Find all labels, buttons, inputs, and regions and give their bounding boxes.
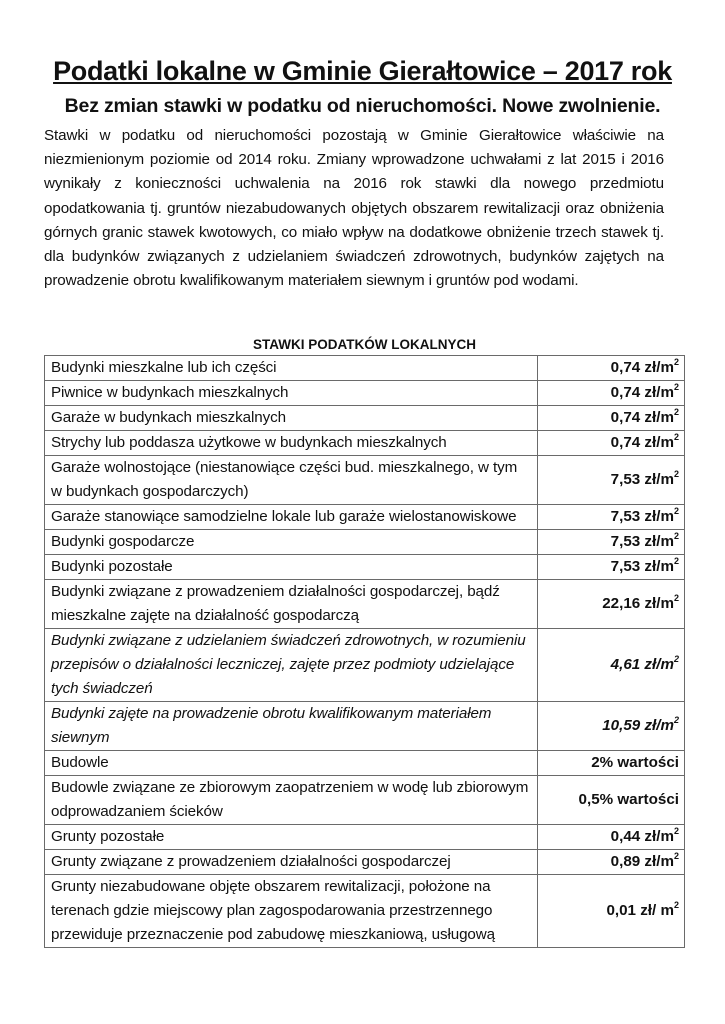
- table-title: STAWKI PODATKÓW LOKALNYCH: [253, 337, 476, 352]
- rate-description: Budynki zajęte na prowadzenie obrotu kwalifikowanym materiałem siewnym: [45, 702, 538, 751]
- rate-description: Budynki pozostałe: [45, 555, 538, 580]
- table-row: [45, 776, 685, 825]
- rate-description: Budowle związane ze zbiorowym zaopatrzeniem w wodę lub zbiorowym odprowadzaniem ścieków: [45, 776, 538, 825]
- table-row: [45, 580, 685, 629]
- rate-value: 22,16 $zł/m^2$: [538, 580, 685, 629]
- rate-description: Grunty niezabudowane objęte obszarem rewitalizacji, położone na terenach gdzie miejscowy plan zagospodarowania przestrzennego przewiduje przeznaczenie pod zabudowę mieszkaniową, usługową: [45, 875, 538, 948]
- rate-description: Strychy lub poddasza użytkowe w budynkach mieszkalnych: [45, 431, 538, 456]
- table-row: [45, 456, 685, 505]
- rate-description: Grunty pozostałe: [45, 825, 538, 850]
- rate-value: 0,74 $zł/m^2$: [538, 431, 685, 456]
- table-row: [45, 356, 685, 381]
- table-row: [45, 875, 685, 948]
- rate-value: 7,53 $zł/m^2$: [538, 456, 685, 505]
- rate-description: Garaże w budynkach mieszkalnych: [45, 406, 538, 431]
- rate-value: 7,53 $zł/m^2$: [538, 505, 685, 530]
- page-title: Podatki lokalne w Gminie Gierałtowice – 2017 rok: [53, 56, 672, 86]
- rate-value: 0,89 $zł/m^2$: [538, 850, 685, 875]
- rate-value: 2% wartości: [538, 751, 685, 776]
- rate-description: Garaże wolnostojące (niestanowiące części bud. mieszkalnego, w tym w budynkach gospodarczych): [45, 456, 538, 505]
- intro-paragraph: Stawki w podatku od nieruchomości pozostają w Gminie Gierałtowice właściwie na niezmienionym poziomie od 2014 roku. Zmiany wprowadzone uchwałami z lat 2015 i 2016 wynikały z konieczności uchwalenia na 2016 rok stawki dla nowego przedmiotu opodatkowania tj. gruntów niezabudowanych objętych obszarem rewitalizacji oraz obniżenia górnych granic stawek kwotowych, co miało wpływ na dodatkowe obniżenie trzech stawek tj. dla budynków związanych z udzielaniem świadczeń zdrowotnych, budynków zajętych na prowadzenie obrotu kwalifikowanym materiałem siewnym i gruntów pod wodami.: [44, 127, 664, 290]
- rate-value: 7,53 $zł/m^2$: [538, 530, 685, 555]
- table-row: [45, 381, 685, 406]
- table-row: [45, 505, 685, 530]
- table-row: [45, 850, 685, 875]
- table-row: [45, 555, 685, 580]
- table-row: [45, 406, 685, 431]
- rate-value: 0,44 $zł/m^2$: [538, 825, 685, 850]
- rate-value: 7,53 $zł/m^2$: [538, 555, 685, 580]
- rates-table: [44, 355, 685, 948]
- rate-value: 0,74 $zł/m^2$: [538, 406, 685, 431]
- rate-value: 0,5% wartości: [538, 776, 685, 825]
- table-row: [45, 702, 685, 751]
- table-row: [45, 530, 685, 555]
- page-subtitle: Bez zmian stawki w podatku od nieruchomości. Nowe zwolnienie.: [64, 95, 661, 117]
- table-row: [45, 825, 685, 850]
- rate-description: Grunty związane z prowadzeniem działalności gospodarczej: [45, 850, 538, 875]
- table-row: [45, 629, 685, 702]
- rate-description: Budynki związane z prowadzeniem działalności gospodarczej, bądź mieszkalne zajęte na działalność gospodarczą: [45, 580, 538, 629]
- rate-description: Budynki gospodarcze: [45, 530, 538, 555]
- rate-description: Budowle: [45, 751, 538, 776]
- rate-description: Garaże stanowiące samodzielne lokale lub garaże wielostanowiskowe: [45, 505, 538, 530]
- rate-description: Piwnice w budynkach mieszkalnych: [45, 381, 538, 406]
- table-row: [45, 431, 685, 456]
- table-row: [45, 751, 685, 776]
- rate-description: Budynki związane z udzielaniem świadczeń zdrowotnych, w rozumieniu przepisów o działalności leczniczej, zajęte przez podmioty udzielające tych świadczeń: [45, 629, 538, 702]
- rate-value: 4,61 $zł/m^2$: [538, 629, 685, 702]
- rate-value: 0,01 zł/ $m^2$: [538, 875, 685, 948]
- rate-value: 0,74 $zł/m^2$: [538, 381, 685, 406]
- rate-value: 10,59 $zł/m^2$: [538, 702, 685, 751]
- rate-description: Budynki mieszkalne lub ich części: [45, 356, 538, 381]
- rate-value: 0,74 $zł/m^2$: [538, 356, 685, 381]
